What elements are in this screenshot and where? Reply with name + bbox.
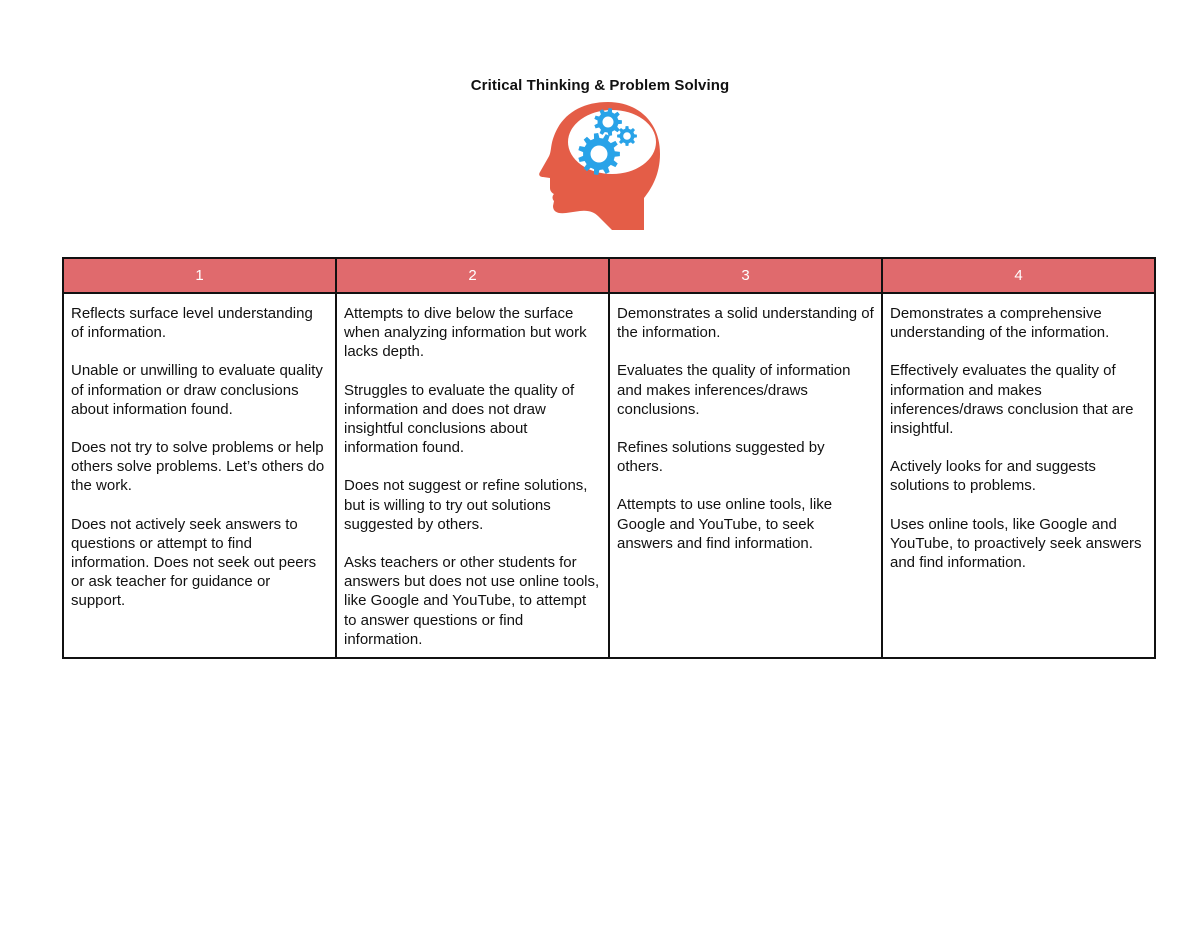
- criterion-text: Evaluates the quality of information and makes inferences/draws conclusions.: [617, 362, 851, 418]
- rubric-table: [62, 257, 1156, 659]
- gear-hole: [591, 146, 608, 163]
- criterion-text: Does not try to solve problems or help others solve problems. Let’s others do the work.: [71, 439, 325, 495]
- rubric-header-row: [63, 258, 1155, 293]
- criterion-text: Demonstrates a solid understanding of the information.: [617, 305, 874, 342]
- rubric-header-4: 4: [882, 258, 1155, 293]
- rubric-header-2: 2: [336, 258, 609, 293]
- criterion-text: Attempts to dive below the surface when analyzing information but work lacks depth.: [344, 305, 587, 361]
- criterion-text: Actively looks for and suggests solutions to problems.: [890, 458, 1096, 495]
- criterion-text: Struggles to evaluate the quality of information and does not draw insightful conclusions about information found.: [344, 381, 575, 457]
- rubric-header-1: 1: [63, 258, 336, 293]
- criterion-text: Does not actively seek answers to questions or attempt to find information. Does not seek out peers or ask teacher for guidance or support.: [71, 515, 317, 610]
- rubric-body-row: [63, 293, 1155, 658]
- page-title: Critical Thinking & Problem Solving: [470, 77, 730, 94]
- criterion-text: Demonstrates a comprehensive understanding of the information.: [890, 305, 1110, 342]
- criterion-text: Attempts to use online tools, like Google and YouTube, to seek answers and find information.: [617, 496, 833, 552]
- criterion-text: Effectively evaluates the quality of information and makes inferences/draws conclusion that are insightful.: [890, 362, 1134, 438]
- head-with-gears-icon: [538, 98, 662, 230]
- criterion-text: Unable or unwilling to evaluate quality of information or draw conclusions about information found.: [71, 362, 323, 418]
- criterion-text: Does not suggest or refine solutions, but is willing to try out solutions suggested by others.: [344, 477, 588, 533]
- gear-hole: [623, 132, 631, 140]
- rubric-cell-level-2: [336, 293, 609, 658]
- gear-hole: [603, 117, 614, 128]
- criterion-text: Uses online tools, like Google and YouTube, to proactively seek answers and find information.: [890, 515, 1142, 572]
- criterion-text: Refines solutions suggested by others.: [617, 439, 825, 476]
- rubric-header-3: 3: [609, 258, 882, 293]
- rubric-cell-level-4: [882, 293, 1155, 658]
- rubric-cell-level-3: [609, 293, 882, 658]
- criterion-text: Asks teachers or other students for answers but does not use online tools, like Google and YouTube, to attempt to answer questions or find information.: [344, 554, 600, 648]
- criterion-text: Reflects surface level understanding of information.: [71, 305, 313, 342]
- rubric-cell-level-1: [63, 293, 336, 658]
